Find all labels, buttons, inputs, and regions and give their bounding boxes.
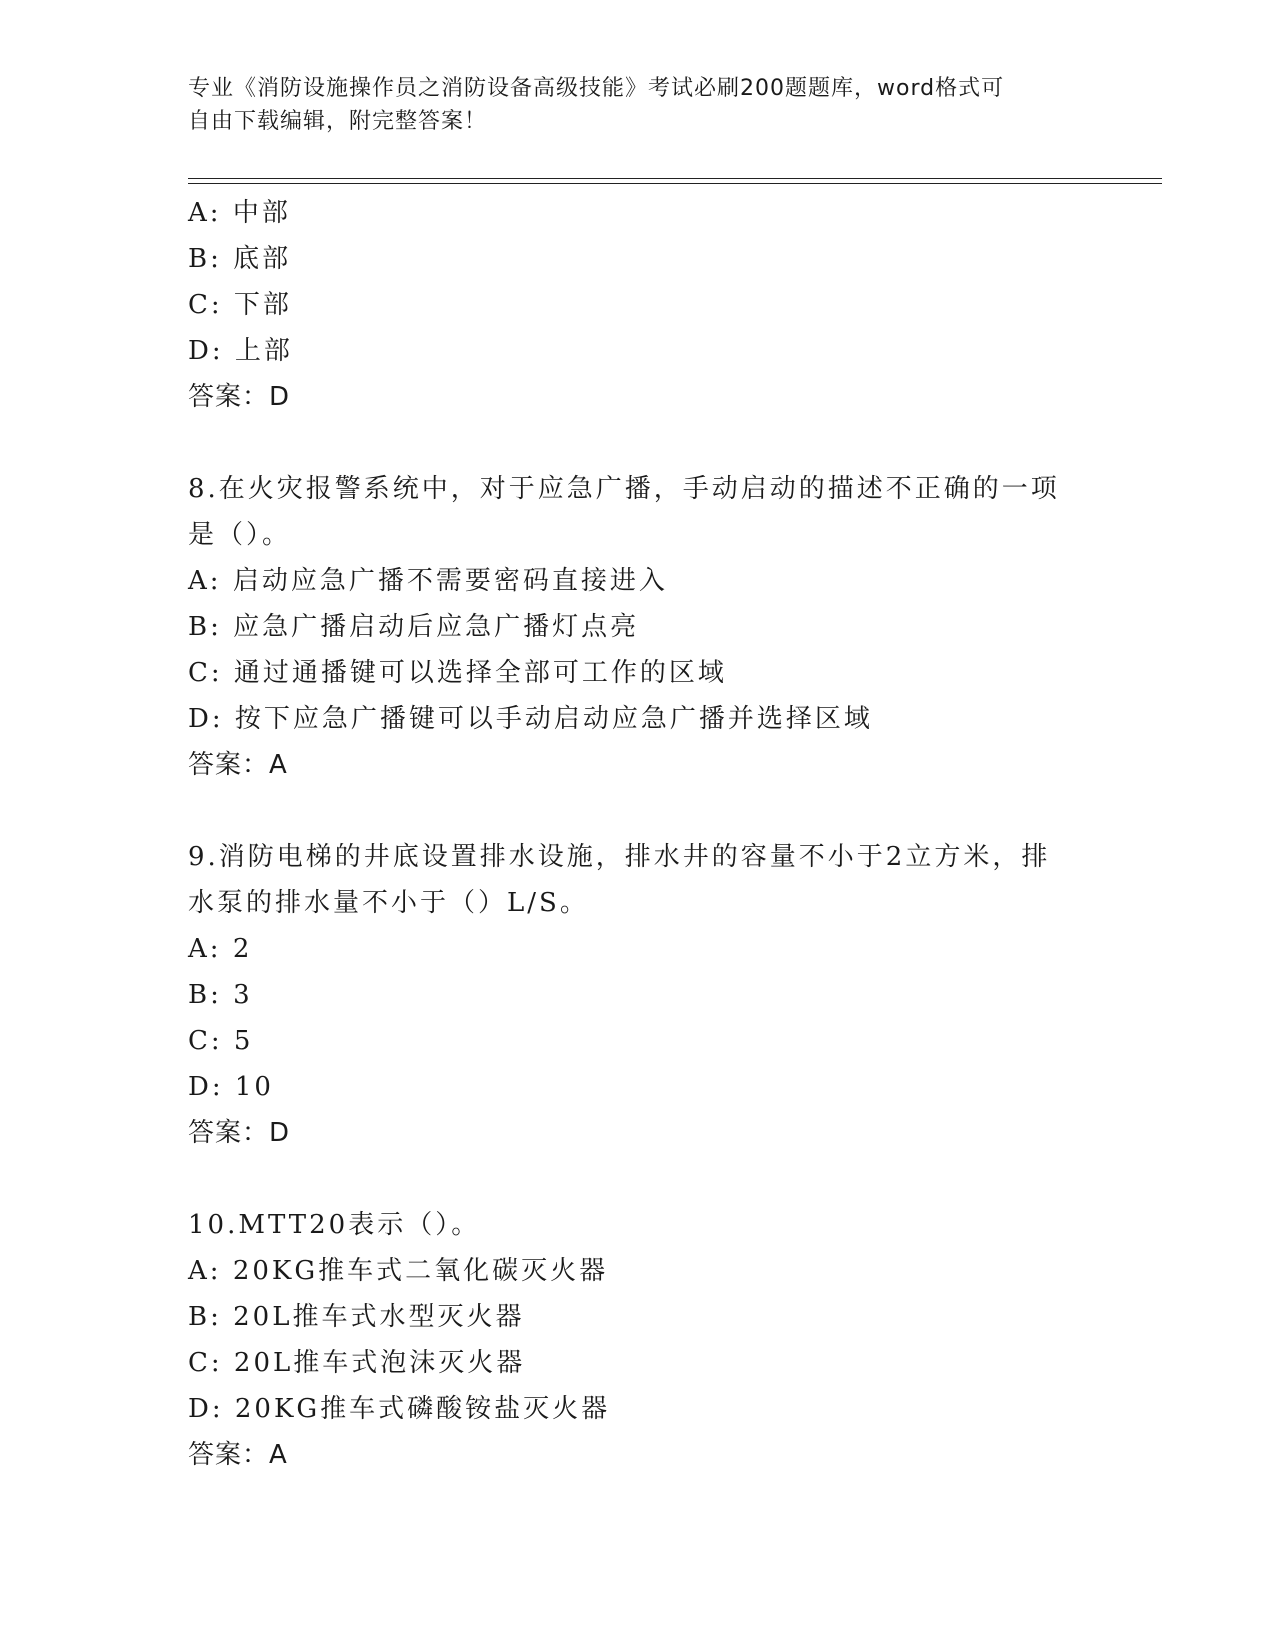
question-stem-continued: 是（）。 [188, 520, 292, 550]
question-list [188, 190, 1088, 1478]
header-divider-bottom [188, 183, 1162, 184]
option-d [188, 1064, 1088, 1110]
option-prefix: D: [188, 1072, 224, 1102]
option-prefix: B: [188, 980, 222, 1010]
option-a [188, 558, 1088, 604]
option-b [188, 236, 1088, 282]
option-text: 通过通播键可以选择全部可工作的区域 [233, 658, 727, 688]
option-c [188, 650, 1088, 696]
option-a [188, 190, 1088, 236]
question-10 [188, 1202, 1088, 1478]
option-c [188, 282, 1088, 328]
option-prefix: A: [188, 934, 222, 964]
option-text: 20KG推车式二氧化碳灭火器 [232, 1256, 609, 1286]
question-8 [188, 466, 1088, 788]
header-divider-top [188, 178, 1162, 179]
option-prefix: B: [188, 612, 222, 642]
option-text: 20L推车式泡沫灭火器 [233, 1348, 526, 1378]
option-prefix: D: [188, 1394, 224, 1424]
option-text: 20KG推车式磷酸铵盐灭火器 [234, 1394, 611, 1424]
option-text: 2 [232, 934, 253, 964]
question-stem: 10.MTT20表示（）。 [188, 1210, 481, 1240]
spacer [188, 1156, 1088, 1202]
option-c [188, 1340, 1088, 1386]
option-prefix: B: [188, 1302, 222, 1332]
option-text: 中部 [232, 198, 291, 228]
option-text: 20L推车式水型灭火器 [233, 1302, 525, 1332]
question-stem-continued: 水泵的排水量不小于（）L/S。 [188, 888, 589, 918]
option-d [188, 1386, 1088, 1432]
option-prefix: D: [188, 704, 224, 734]
option-text: 上部 [234, 336, 293, 366]
option-prefix: B: [188, 244, 222, 274]
option-text: 应急广播启动后应急广播灯点亮 [233, 612, 640, 642]
option-prefix: A: [188, 198, 222, 228]
option-text: 底部 [233, 244, 292, 274]
option-d [188, 328, 1088, 374]
answer-line: 答案：A [188, 750, 288, 780]
option-c [188, 1018, 1088, 1064]
document-header [188, 72, 1068, 138]
option-text: 下部 [233, 290, 292, 320]
header-line-2: 自由下载编辑，附完整答案！ [188, 109, 488, 134]
option-prefix: C: [188, 1348, 223, 1378]
option-prefix: A: [188, 1256, 222, 1286]
option-b [188, 972, 1088, 1018]
answer-line: 答案：D [188, 382, 291, 412]
option-text: 启动应急广播不需要密码直接进入 [232, 566, 668, 596]
header-line-1: 专业《消防设施操作员之消防设备高级技能》考试必刷200题题库，word格式可 [188, 76, 1005, 101]
option-b [188, 604, 1088, 650]
option-prefix: C: [188, 658, 223, 688]
option-text: 5 [233, 1026, 254, 1056]
question-9 [188, 834, 1088, 1156]
answer-line: 答案：D [188, 1118, 291, 1148]
option-text: 10 [234, 1072, 274, 1102]
option-text: 按下应急广播键可以手动启动应急广播并选择区域 [234, 704, 873, 734]
answer-line: 答案：A [188, 1440, 288, 1470]
option-prefix: A: [188, 566, 222, 596]
question-stem: 8.在火灾报警系统中，对于应急广播，手动启动的描述不正确的一项 [188, 474, 1060, 504]
option-prefix: C: [188, 1026, 223, 1056]
option-prefix: D: [188, 336, 224, 366]
option-text: 3 [233, 980, 253, 1010]
spacer [188, 420, 1088, 466]
option-a [188, 926, 1088, 972]
option-d [188, 696, 1088, 742]
option-a [188, 1248, 1088, 1294]
option-b [188, 1294, 1088, 1340]
option-prefix: C: [188, 290, 223, 320]
question-stem: 9.消防电梯的井底设置排水设施，排水井的容量不小于2立方米，排 [188, 842, 1051, 872]
spacer [188, 788, 1088, 834]
question-7-partial [188, 190, 1088, 420]
